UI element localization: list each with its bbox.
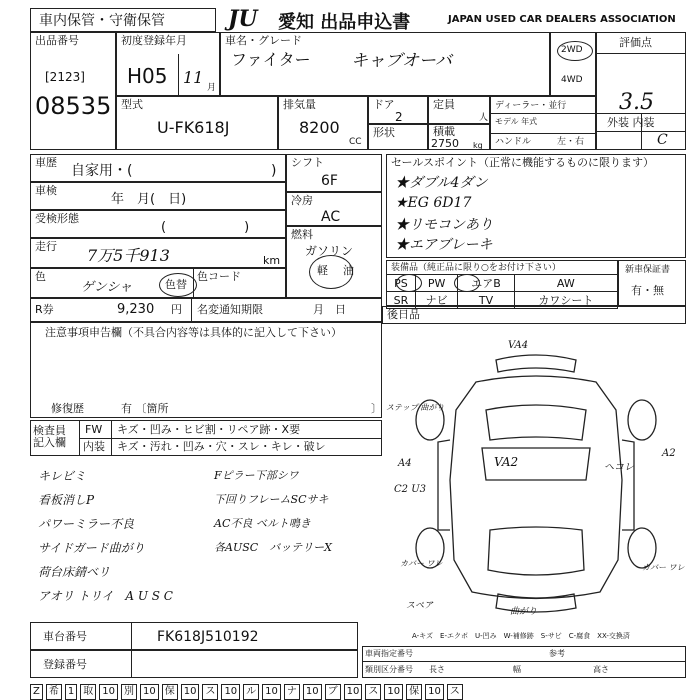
spec-height: 高さ (593, 665, 609, 674)
inspector-row1: キズ・凹み・ヒビ割・リペア跡・X要 (117, 423, 301, 436)
chassis-value: FK618J510192 (157, 629, 259, 645)
shift-box (286, 154, 382, 192)
mark-right2: ヘコレ (604, 462, 634, 473)
remark-line: Fピラー下部シワ (214, 469, 299, 482)
remark-line: パワーミラー不良 (38, 517, 135, 531)
four-wd-label: 4WD (561, 75, 583, 85)
mark-top: VA4 (508, 340, 529, 351)
drive-box (550, 32, 596, 96)
color-divider (193, 269, 194, 297)
repaint-label: 色替 (165, 278, 187, 291)
warranty-box (618, 260, 686, 306)
bottom-cell: 10 (140, 684, 159, 700)
mark-spare: スペア (406, 601, 434, 611)
notes-label: 注意事項申告欄（不具合内容等は具体的に記入して下さい） (45, 326, 342, 339)
receipt-label: 受検形態 (35, 212, 79, 225)
shape-label: 形状 (373, 126, 395, 139)
score-box (596, 32, 686, 150)
lot-sub-number: [2123] (45, 70, 85, 84)
chassis-divider (131, 623, 132, 649)
model-label: 型式 (121, 98, 143, 111)
bottom-cell: ル (243, 684, 259, 700)
shape-box (368, 124, 428, 150)
bottom-cell: ナ (284, 684, 300, 700)
bottom-cell: ス (365, 684, 381, 700)
equipment-airbag: エアB (458, 275, 514, 292)
registration-month-unit: 月 (207, 83, 217, 93)
score-line (597, 53, 685, 54)
equipment-navi: ナビ (415, 292, 457, 309)
load-unit: kg (473, 141, 483, 150)
remark-line: 各AUSC バッテリーX (214, 541, 332, 554)
storage-label-box (30, 8, 216, 32)
fuel-oil: 油 (343, 264, 354, 277)
bottom-cell: 10 (384, 684, 403, 700)
color-box (30, 268, 286, 298)
inspector-mid (79, 438, 381, 439)
bottom-row (30, 684, 686, 700)
storage-label: 車内保管・守衛保管 (39, 13, 165, 29)
remark-line: キレビミ (38, 469, 86, 483)
inspector-row2: キズ・汚れ・凹み・穴・スレ・キレ・破レ (117, 440, 326, 453)
sales-point-item: ★EG 6D17 (395, 195, 472, 211)
name-change-label: 名変通知期限 (197, 303, 263, 316)
dealer-line1 (491, 113, 595, 114)
warranty-label: 新車保証書 (625, 265, 671, 275)
inspector-box (30, 420, 382, 456)
dealer-line2 (491, 133, 595, 134)
car-name-label: 車名・グレード (225, 34, 302, 47)
bottom-cell: 保 (162, 684, 178, 700)
spec-width: 幅 (513, 665, 521, 674)
displacement-label: 排気量 (283, 98, 316, 111)
bottom-cell: 10 (344, 684, 363, 700)
remark-line: 下回りフレームSCサキ (214, 493, 329, 506)
equipment-pw: PW (415, 275, 457, 292)
spec-label-1: 車両指定番号 (365, 649, 413, 658)
mileage-unit: km (263, 254, 281, 267)
mark-bottom: 曲がり (510, 607, 538, 617)
mileage-label: 走行 (35, 240, 57, 253)
inspector-interior: 内装 (83, 440, 105, 453)
pw-circle (454, 274, 480, 292)
mark-cover-right: カバー ワレ (642, 563, 685, 572)
model-value: U-FK618J (157, 118, 230, 137)
fuel-label: 燃料 (291, 228, 313, 241)
bottom-cell: 1 (65, 684, 77, 700)
plate-divider (131, 651, 132, 677)
remark-line: 荷台床錆ベリ (38, 565, 111, 579)
equipment-leather: カワシート (514, 292, 617, 309)
plate-box (30, 650, 358, 678)
spec-mid (363, 661, 685, 662)
inspection-label: 車検 (35, 184, 57, 197)
notes-box (30, 322, 382, 418)
displacement-box (278, 96, 368, 150)
fuel-circle (309, 255, 353, 289)
remarks-left (38, 464, 218, 608)
chassis-box (30, 622, 358, 650)
registration-month: 11 (183, 68, 204, 87)
score-label: 評価点 (619, 36, 652, 49)
dealer-box (490, 96, 596, 150)
bottom-cell: 保 (406, 684, 422, 700)
chassis-label: 車台番号 (43, 630, 87, 643)
inspection-value: 年 月( 日) (111, 192, 187, 207)
equipment-label: 装備品（純正品に限り○をお付け下さい） (391, 263, 561, 273)
post-lot-label: 後日品 (387, 308, 420, 321)
spec-note: 参考 (549, 649, 565, 658)
bottom-cell: 10 (303, 684, 322, 700)
car-name-value: ファイター (231, 50, 311, 69)
association-name: JAPAN USED CAR DEALERS ASSOCIATION (448, 14, 676, 25)
sales-point-item: ★エアブレーキ (395, 237, 493, 253)
equipment-aw: AW (514, 275, 617, 292)
shift-label: シフト (291, 156, 324, 169)
reg-divider (178, 54, 179, 96)
history-value: 自家用・( (71, 163, 133, 179)
fuel-value: ガソリン (305, 244, 354, 258)
interior-grade: C (657, 132, 668, 148)
spec-length: 長さ (429, 665, 445, 674)
load-box (428, 124, 490, 150)
mark-cover-left: カバー ワレ (400, 559, 443, 568)
shift-value: 6F (321, 173, 338, 189)
repair-close: 〕 (371, 402, 382, 415)
bottom-cell: ス (202, 684, 218, 700)
equipment-sr: SR (387, 292, 416, 309)
bottom-cell: 10 (221, 684, 240, 700)
bottom-cell: 10 (99, 684, 118, 700)
dealer-label: ディーラー・並行 (495, 101, 567, 111)
sales-point-item: ★ダブル4ダン (395, 175, 488, 191)
inspection-box (30, 182, 286, 210)
bottom-cell: ス (447, 684, 463, 700)
capacity-label: 定員 (433, 98, 455, 111)
receipt-value: ( ) (161, 220, 250, 235)
fuel-box (286, 226, 382, 298)
model-box (116, 96, 278, 150)
lot-number: 08535 (35, 92, 112, 120)
bottom-cell: 別 (121, 684, 137, 700)
bottom-cell: 10 (425, 684, 444, 700)
history-label: 車歴 (35, 156, 57, 169)
doors-box (368, 96, 428, 124)
mileage-box (30, 238, 286, 268)
ps-circle (396, 274, 422, 292)
handle-label: ハンドル (495, 137, 532, 147)
recycle-label: R券 (35, 303, 54, 316)
mark-left2: C2 U3 (394, 484, 426, 495)
remark-line: サイドガード曲がり (38, 541, 145, 555)
bottom-cell: Z (30, 684, 43, 700)
equipment-ps: PS (387, 275, 416, 292)
car-grade-value: キャブオーバ (351, 51, 452, 71)
bottom-cell: 取 (80, 684, 96, 700)
post-lot-box (382, 306, 686, 324)
lot-label: 出品番号 (35, 34, 79, 47)
bottom-cell: ブ (325, 684, 341, 700)
history-close: ) (271, 163, 277, 179)
warranty-value: 有・無 (631, 284, 664, 297)
vehicle-spec-box (362, 646, 686, 678)
registration-year: H05 (127, 64, 168, 88)
aircon-value: AC (321, 209, 341, 225)
sales-points-label: セールスポイント（正常に機能するものに限ります） (391, 156, 655, 169)
displacement-unit: CC (349, 137, 362, 147)
equipment-tv: TV (458, 292, 514, 309)
handle-options: 左・右 (557, 137, 585, 147)
fuel-light: 軽 (317, 264, 328, 277)
mark-step: ステップ 曲がり (386, 403, 445, 412)
name-change-date: 月 日 (313, 303, 346, 316)
capacity-box (428, 96, 490, 124)
recycle-unit: 円 (171, 303, 182, 316)
car-name-box (220, 32, 550, 96)
mark-right1: A2 (662, 448, 676, 459)
spec-label-2: 類別区分番号 (365, 665, 413, 674)
remark-line: AC不良 ベルト鳴き (214, 517, 311, 530)
bottom-cell: 希 (46, 684, 62, 700)
displacement-value: 8200 (299, 118, 340, 137)
registration-box (116, 32, 220, 96)
receipt-box (30, 210, 286, 238)
lot-box (30, 32, 116, 150)
color-code-label: 色コード (197, 270, 241, 283)
doors-label: ドア (373, 98, 395, 111)
registration-label: 初度登録年月 (121, 34, 187, 47)
bottom-cell: 10 (262, 684, 281, 700)
aircon-label: 冷房 (291, 194, 313, 207)
recycle-box (30, 298, 382, 322)
diagram-legend: A-キズ E-エクボ U-凹み W-補修跡 S-サビ C-腐食 XX-交換済 (412, 632, 630, 640)
load-label: 積載 (433, 125, 455, 138)
score-value: 3.5 (619, 90, 654, 115)
sales-point-item: ★リモコンあり (395, 217, 493, 233)
inspector-label: 検査員 記入欄 (33, 424, 66, 449)
capacity-unit: 人 (479, 113, 489, 123)
doors-value: 2 (395, 110, 403, 124)
recycle-value: 9,230 (117, 302, 155, 317)
ext-int-label: 外装 内装 (607, 116, 655, 129)
ju-logo: JU (228, 6, 258, 32)
mileage-value: 7万5千913 (87, 246, 170, 265)
two-wd-label: 2WD (561, 45, 583, 55)
color-label: 色 (35, 270, 46, 283)
repair-value: 有 〔箇所 (121, 402, 169, 415)
score-divider (641, 113, 642, 149)
mark-center: VA2 (494, 455, 519, 469)
vehicle-diagram (386, 330, 686, 630)
recycle-divider (191, 299, 192, 321)
bottom-cell: 10 (181, 684, 200, 700)
history-box (30, 154, 286, 182)
sales-points-box (386, 154, 686, 258)
dealer-model-year: モデル 年式 (495, 117, 538, 126)
aircon-box (286, 192, 382, 226)
inspector-fw: FW (85, 423, 103, 436)
mark-left1: A4 (398, 458, 412, 469)
remark-line: 看板消しP (38, 493, 95, 507)
form-title: 愛知 出品申込書 (278, 12, 411, 33)
load-value: 2750 (431, 137, 459, 150)
remark-line: アオリ トリイ A U S C (38, 589, 173, 603)
color-value: ゲンシャ (81, 280, 133, 295)
repair-label: 修復歴 (51, 402, 84, 415)
remarks-right (214, 464, 384, 560)
plate-label: 登録番号 (43, 658, 87, 671)
